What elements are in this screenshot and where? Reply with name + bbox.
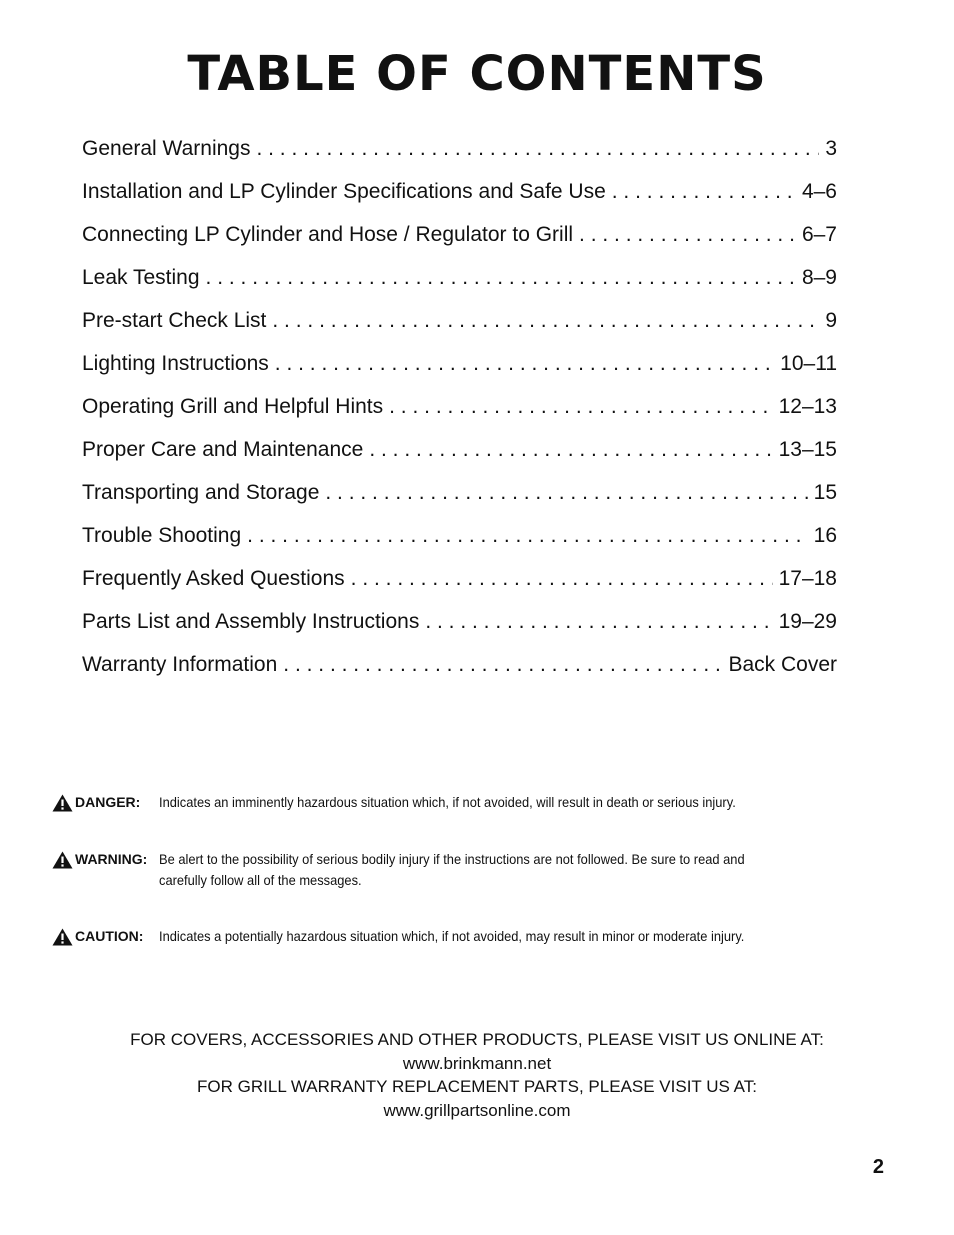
danger-notice <box>52 792 842 813</box>
warning-heading <box>52 849 159 870</box>
footer <box>0 1028 954 1122</box>
caution-text: Indicates a potentially hazardous situation which, if not avoided, may result in minor or moderate injury. <box>159 928 745 944</box>
toc-entry-operating-grill[interactable] <box>82 385 837 428</box>
toc-entry-title: Warranty Information <box>82 653 278 676</box>
toc-entry-transporting-and-storage[interactable] <box>82 471 837 514</box>
toc-entry-page: 8–9 <box>801 266 837 289</box>
toc-dot-leader <box>612 170 796 213</box>
toc-entry-connecting-lp-cylinder[interactable] <box>82 213 837 256</box>
toc-entry-warranty-information[interactable] <box>82 643 837 686</box>
toc-entry-leak-testing[interactable] <box>82 256 837 299</box>
toc-entry-page: 17–18 <box>778 567 837 590</box>
toc-entry-page: 4–6 <box>801 180 837 203</box>
warning-triangle-icon <box>52 851 73 869</box>
toc-dot-leader <box>272 299 819 342</box>
toc-entry-title: Leak Testing <box>82 266 200 289</box>
toc-dot-leader <box>256 127 819 170</box>
danger-label: DANGER: <box>75 794 141 810</box>
caution-label: CAUTION: <box>75 928 144 944</box>
caution-notice <box>52 926 842 947</box>
toc-entry-page: 13–15 <box>778 438 837 461</box>
toc-entry-title: Connecting LP Cylinder and Hose / Regulator to Grill <box>82 223 574 246</box>
page-title: TABLE OF CONTENTS <box>187 46 767 102</box>
toc-entry-title: Frequently Asked Questions <box>82 567 345 590</box>
toc-entry-faq[interactable] <box>82 557 837 600</box>
warning-label: WARNING: <box>75 851 148 867</box>
toc-entry-installation[interactable] <box>82 170 837 213</box>
warning-triangle-icon <box>52 794 73 812</box>
toc-entry-page: 12–13 <box>778 395 837 418</box>
toc-entry-title: Parts List and Assembly Instructions <box>82 610 420 633</box>
caution-heading <box>52 926 159 947</box>
toc-entry-title: Transporting and Storage <box>82 481 320 504</box>
footer-parts-line: FOR GRILL WARRANTY REPLACEMENT PARTS, PLEASE VISIT US AT: <box>197 1077 757 1096</box>
page-number: 2 <box>872 1156 884 1178</box>
toc-dot-leader <box>579 213 796 256</box>
toc-entry-lighting-instructions[interactable] <box>82 342 837 385</box>
toc-dot-leader <box>275 342 774 385</box>
toc-dot-leader <box>283 643 722 686</box>
warning-notice <box>52 849 842 891</box>
toc-entry-title: Operating Grill and Helpful Hints <box>82 395 384 418</box>
toc-entry-title: General Warnings <box>82 137 251 160</box>
table-of-contents <box>82 127 837 686</box>
toc-dot-leader <box>425 600 772 643</box>
toc-entry-pre-start-check-list[interactable] <box>82 299 837 342</box>
toc-entry-title: Trouble Shooting <box>82 524 242 547</box>
toc-dot-leader <box>369 428 772 471</box>
toc-dot-leader <box>247 514 807 557</box>
toc-entry-page: 19–29 <box>778 610 837 633</box>
toc-dot-leader <box>206 256 796 299</box>
toc-dot-leader <box>389 385 772 428</box>
toc-entry-page: 10–11 <box>780 352 837 375</box>
toc-entry-title: Lighting Instructions <box>82 352 269 375</box>
toc-entry-page: 15 <box>813 481 837 504</box>
toc-dot-leader <box>351 557 773 600</box>
toc-entry-trouble-shooting[interactable] <box>82 514 837 557</box>
toc-entry-general-warnings[interactable] <box>82 127 837 170</box>
toc-dot-leader <box>325 471 807 514</box>
grillpartsonline-link[interactable]: www.grillpartsonline.com <box>383 1100 571 1120</box>
toc-entry-page: 6–7 <box>801 223 837 246</box>
brinkmann-link[interactable]: www.brinkmann.net <box>402 1053 552 1073</box>
footer-covers-line: FOR COVERS, ACCESSORIES AND OTHER PRODUCTS, PLEASE VISIT US ONLINE AT: <box>130 1030 824 1049</box>
warning-triangle-icon <box>52 928 73 946</box>
danger-heading <box>52 792 159 813</box>
toc-entry-page: Back Cover <box>728 653 837 676</box>
toc-entry-page: 3 <box>825 137 837 160</box>
warning-text: Be alert to the possibility of serious bodily injury if the instructions are not followed. Be sure to read and carefully follow all of the messages. <box>159 851 745 888</box>
toc-entry-page: 16 <box>813 524 837 547</box>
toc-entry-title: Pre-start Check List <box>82 309 267 332</box>
toc-entry-page: 9 <box>825 309 837 332</box>
toc-entry-title: Installation and LP Cylinder Specifications and Safe Use <box>82 180 606 203</box>
toc-entry-care-and-maintenance[interactable] <box>82 428 837 471</box>
toc-entry-title: Proper Care and Maintenance <box>82 438 364 461</box>
toc-entry-parts-list[interactable] <box>82 600 837 643</box>
danger-text: Indicates an imminently hazardous situation which, if not avoided, will result in death or serious injury. <box>159 794 736 810</box>
